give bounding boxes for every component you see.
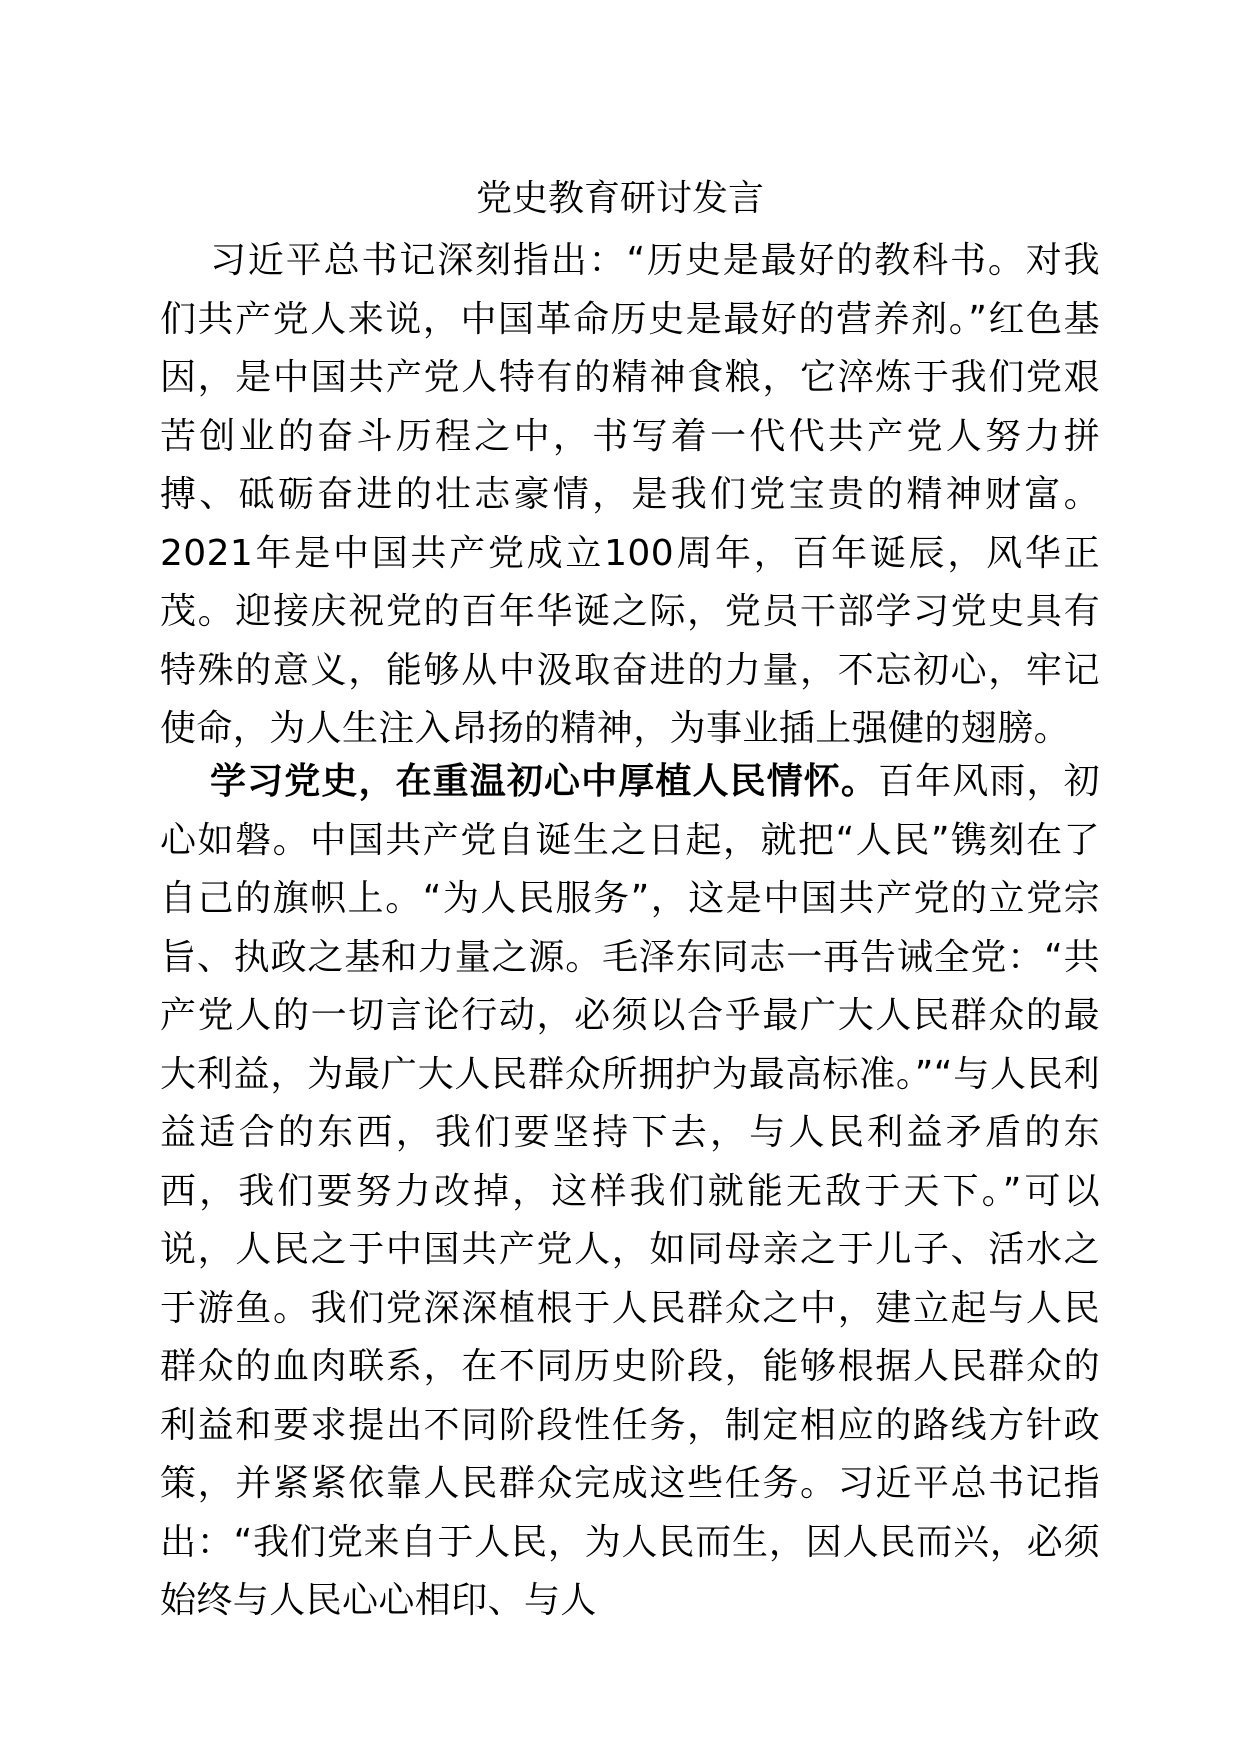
paragraph-1: [160, 232, 1100, 759]
page-title: 党史教育研讨发言: [475, 178, 764, 219]
paragraph-2-lead: 学习党史，在重温初心中厚植人民情怀。: [210, 761, 879, 802]
paragraph-2-text: 百年风雨，初心如磐。中国共产党自诞生之日起，就把“人民”镌刻在了自己的旗帜上。“为人民服务”，这是中国共产党的立党宗旨、执政之基和力量之源。毛泽东同志一再告诫全党：“共产党人的一切言论行动，必须以合乎最广大人民群众的最大利益，为最广大人民群众所拥护为最高标准。”“与人民利益适合的东西，我们要坚持下去，与人民利益矛盾的东西，我们要努力改掉，这样我们就能无敌于天下。”可以说，人民之于中国共产党人，如同母亲之于儿子、活水之于游鱼。我们党深深植根于人民群众之中，建立起与人民群众的血肉联系，在不同历史阶段，能够根据人民群众的利益和要求提出不同阶段性任务，制定相应的路线方针政策，并紧紧依靠人民群众完成这些任务。习近平总书记指出：“我们党来自于人民，为人民而生，因人民而兴，必须始终与人民心心相印、与人: [160, 761, 1100, 1621]
paragraph-1-text: 习近平总书记深刻指出：“历史是最好的教科书。对我们共产党人来说，中国革命历史是最好的营养剂。”红色基因，是中国共产党人特有的精神食粮，它淬炼于我们党艰苦创业的奋斗历程之中，书写着一代代共产党人努力拼搏、砥砺奋进的壮志豪情，是我们党宝贵的精神财富。2021年是中国共产党成立100周年，百年诞辰，风华正茂。迎接庆祝党的百年华诞之际，党员干部学习党史具有特殊的意义，能够从中汲取奋进的力量，不忘初心，牢记使命，为人生注入昂扬的精神，为事业插上强健的翅膀。: [160, 240, 1100, 749]
paragraph-2: [160, 753, 1100, 1631]
